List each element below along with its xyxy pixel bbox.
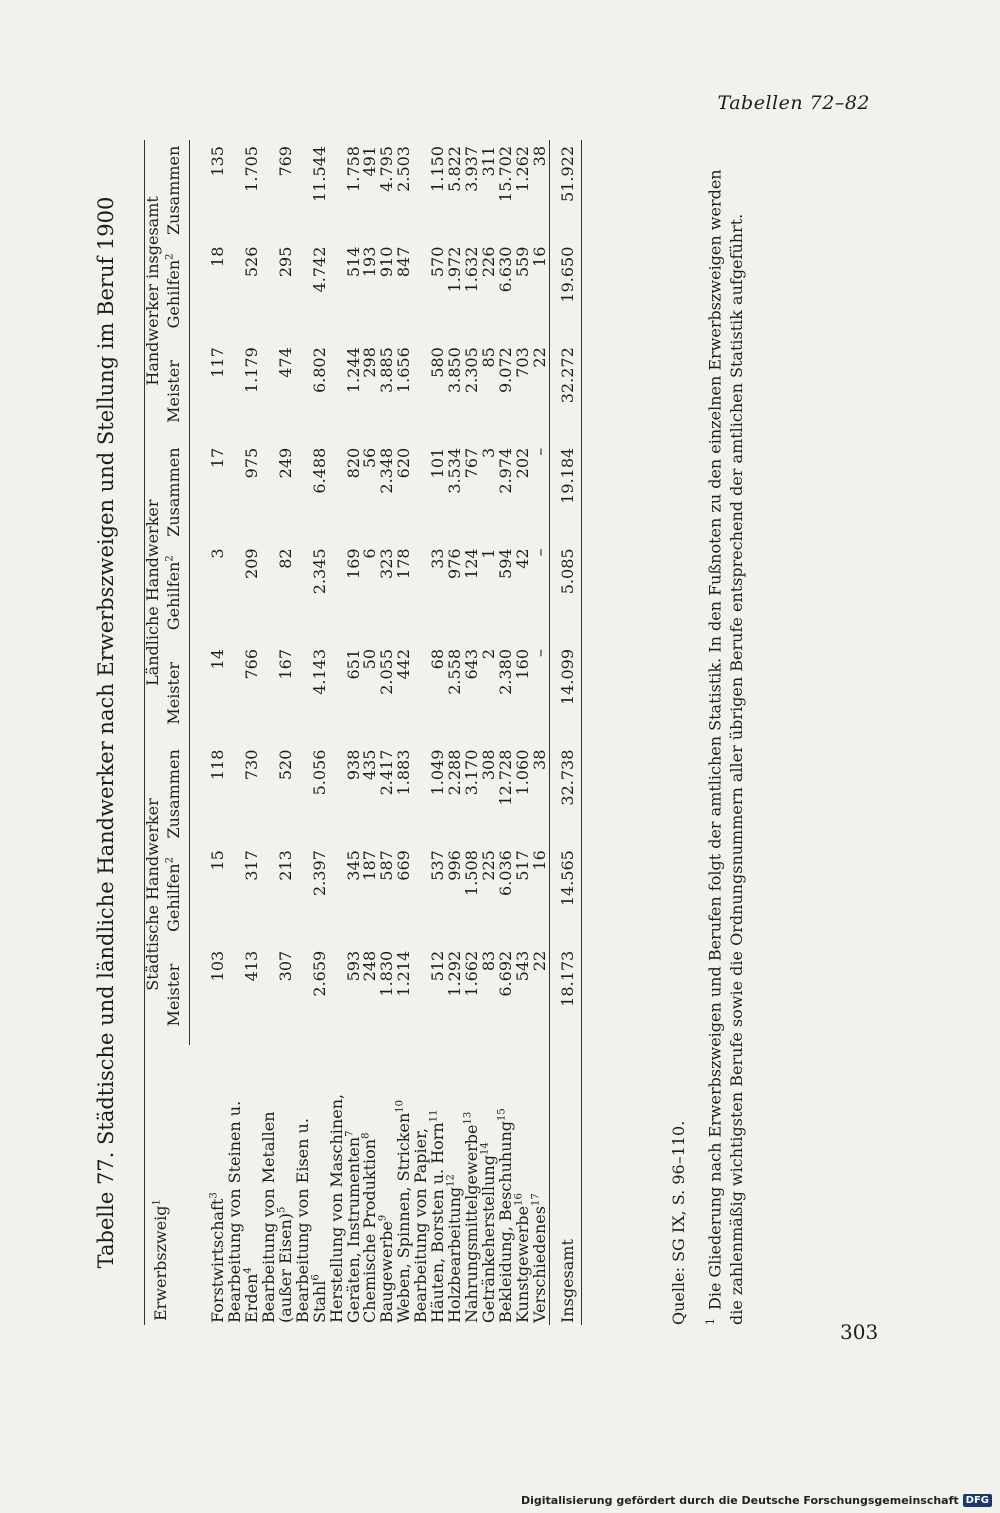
table-cell: 11.544	[309, 146, 329, 202]
table-cell: 2.659	[309, 950, 329, 997]
table-cell: 103	[207, 950, 227, 982]
corner-sup: 1	[151, 1199, 163, 1206]
table-cell: 2.558	[445, 648, 465, 695]
table-row	[362, 140, 379, 1325]
total-cell: 14.099	[549, 643, 576, 744]
row-label: Weben, Spinnen, Stricken$^{10}$	[394, 1100, 414, 1323]
table-cell: 311	[479, 146, 499, 177]
corner-header	[145, 1045, 190, 1325]
table-cell: 33	[428, 548, 448, 569]
sub-header-meister: Meister	[164, 341, 189, 442]
table-cell: 14	[207, 648, 227, 670]
table-cell: 4.795	[377, 146, 397, 192]
table-cell: 16	[530, 246, 550, 267]
table-cell: 1.883	[394, 749, 414, 796]
table-cell: 85	[479, 347, 499, 368]
table-cell: 1.292	[445, 950, 465, 997]
table-cell: 226	[479, 246, 499, 278]
table-cell: 83	[479, 950, 499, 972]
table-cell: 512	[428, 950, 448, 982]
table-cell: 213	[275, 850, 295, 881]
table-cell: 767	[462, 447, 482, 479]
row-label-prefix: Bearbeitung von Papier,	[411, 1127, 431, 1323]
table-row	[464, 140, 481, 1325]
table-cell: 2	[479, 648, 499, 660]
table-cell: 3.534	[445, 447, 465, 494]
row-label: Erden$^4$	[241, 1267, 261, 1323]
sub-header-meister: Meister	[164, 945, 189, 1046]
table-cell: 2.397	[309, 850, 329, 896]
table-cell: 4.742	[309, 246, 329, 293]
total-cell: 32.738	[549, 744, 576, 845]
page-number: 303	[840, 1320, 879, 1344]
table-cell: 620	[394, 447, 414, 479]
table-cell: 169	[343, 548, 363, 579]
row-label: Häuten, Borsten u. Horn$^{11}$	[428, 1109, 448, 1323]
row-label: Baugewerbe$^9$	[377, 1214, 397, 1323]
total-label: Insgesamt	[549, 1045, 576, 1325]
table-cell: 56	[360, 447, 380, 469]
table-cell: 22	[530, 950, 550, 972]
table-cell: 6.802	[309, 347, 329, 394]
table-row	[498, 140, 515, 1325]
table-cell: 18	[207, 246, 227, 267]
table-cell: 3.170	[462, 749, 482, 796]
table-cell: 847	[394, 246, 414, 278]
group-header-row	[145, 140, 164, 1325]
table-cell: 537	[428, 850, 448, 881]
table-cell: 167	[275, 648, 295, 680]
sub-header-zusammen: Zusammen	[164, 140, 189, 241]
table-cell: 543	[513, 950, 533, 982]
table-cell: 187	[360, 850, 380, 881]
footer-credit	[521, 1494, 992, 1507]
table-cell: 517	[513, 850, 533, 881]
table-cell: 2.974	[496, 447, 516, 494]
table-cell: 442	[394, 648, 414, 680]
table-cell: 317	[241, 850, 261, 881]
table-cell: 5.056	[309, 749, 329, 796]
table-cell: 124	[462, 548, 482, 579]
table-cell: 135	[207, 146, 227, 177]
table-cell: 593	[343, 950, 363, 982]
table-cell: 413	[241, 950, 261, 982]
table-cell: 308	[479, 749, 499, 781]
row-label: Verschiedenes$^{17}$	[530, 1193, 550, 1323]
table-cell: 1.060	[513, 749, 533, 796]
row-label: Nahrungsmittelgewerbe$^{13}$	[462, 1111, 482, 1323]
total-cell: 5.085	[549, 542, 576, 643]
table-row-prefix	[227, 140, 244, 1325]
table-cell: 570	[428, 246, 448, 278]
table-cell: 1.758	[343, 146, 363, 192]
table-cell: 1.972	[445, 246, 465, 293]
table-cell: 16	[530, 850, 550, 871]
table-cell: 1.508	[462, 850, 482, 896]
table-cell: 3.850	[445, 347, 465, 394]
row-label: Chemische Produktion$^8$	[360, 1132, 380, 1323]
row-label: Geräten, Instrumenten$^7$	[343, 1130, 363, 1323]
table-cell: 5.822	[445, 146, 465, 192]
table-cell: 209	[241, 548, 261, 579]
table-cell: 520	[275, 749, 295, 781]
footer-credit-text: Digitalisierung gefördert durch die Deutsche Forschungsgemeinschaft	[520, 1494, 959, 1507]
table-cell: 295	[275, 246, 295, 278]
table-cell: 6.036	[496, 850, 516, 896]
row-label: Bekleidung, Beschuhung$^{15}$	[496, 1108, 516, 1323]
table-cell: 938	[343, 749, 363, 781]
table-row-prefix	[261, 140, 278, 1325]
table-cell: 345	[343, 850, 363, 881]
footnote	[704, 140, 748, 1325]
table-cell: –	[530, 548, 550, 557]
total-cell: 14.565	[549, 844, 576, 945]
sub-header-gehilfen: Gehilfen$^2$	[164, 844, 189, 945]
table-cell: 1	[479, 548, 499, 559]
table-cell: 68	[428, 648, 448, 670]
table-cell: 2.305	[462, 347, 482, 394]
table-cell: 3.937	[462, 146, 482, 192]
table-cell: 117	[207, 347, 227, 378]
table-cell: 50	[360, 648, 380, 670]
table-cell: 2.345	[309, 548, 329, 595]
row-label-prefix: Bearbeitung von Metallen	[258, 1111, 278, 1323]
footnote-text: Die Gliederung nach Erwerbszweigen und Berufen folgt der amtlichen Statistik. In den Fußnoten zu den einzelnen Erwerbszweigen werden die zahlenmäßig wichtigsten Berufe sowie die Ordnungsnummern aller übrigen Berufe entsprechend der amtlichen Statistik aufgeführt.	[705, 169, 746, 1325]
table-cell: 2.055	[377, 648, 397, 695]
table-cell: 587	[377, 850, 397, 881]
table-cell: 193	[360, 246, 380, 278]
table-cell: 996	[445, 850, 465, 881]
total-cell: 18.173	[549, 945, 576, 1046]
table-row	[189, 140, 226, 1325]
table-cell: 643	[462, 648, 482, 680]
row-label-prefix: Bearbeitung von Eisen u.	[292, 1118, 312, 1323]
sub-header-zusammen: Zusammen	[164, 744, 189, 845]
sub-header-zusammen: Zusammen	[164, 442, 189, 543]
table-cell: 42	[513, 548, 533, 569]
footnote-mark: 1	[704, 1318, 717, 1325]
table-cell: 15	[207, 850, 227, 871]
table-cell: 1.662	[462, 950, 482, 997]
running-head: Tabellen 72–82	[717, 92, 870, 114]
table-cell: 6.630	[496, 246, 516, 293]
table-cell: 1.656	[394, 347, 414, 394]
table-cell: 6.488	[309, 447, 329, 494]
table-cell: 225	[479, 850, 499, 881]
table-body	[189, 140, 581, 1325]
dfg-logo: DFG	[963, 1494, 992, 1507]
sub-header-meister: Meister	[164, 643, 189, 744]
row-label: Kunstgewerbe$^{16}$	[513, 1193, 533, 1323]
table-cell: 15.702	[496, 146, 516, 202]
table-cell: 594	[496, 548, 516, 579]
table-cell: 38	[530, 749, 550, 770]
table-title: Tabelle 77. Städtische und ländliche Handwerker nach Erwerbszweigen und Stellung im Beruf 1900	[94, 196, 118, 1269]
table-row	[532, 140, 549, 1325]
sub-header-gehilfen: Gehilfen$^2$	[164, 542, 189, 643]
sub-header-gehilfen: Gehilfen$^2$	[164, 241, 189, 342]
table-cell: 4.143	[309, 648, 329, 695]
table-cell: 1.830	[377, 950, 397, 997]
table-cell: 82	[275, 548, 295, 569]
table-cell: 1.179	[241, 347, 261, 394]
group-header-insgesamt: Handwerker insgesamt	[143, 196, 162, 386]
table-cell: 703	[513, 347, 533, 378]
table-cell: 2.417	[377, 749, 397, 796]
table-cell: 2.348	[377, 447, 397, 494]
table-cell: 3.885	[377, 347, 397, 394]
table-cell: 559	[513, 246, 533, 278]
table-cell: 1.049	[428, 749, 448, 796]
table-row	[430, 140, 447, 1325]
table-cell: 22	[530, 347, 550, 368]
table-cell: 3	[479, 447, 499, 458]
table-cell: 1.150	[428, 146, 448, 192]
table-cell: 3	[207, 548, 227, 559]
total-cell: 19.184	[549, 442, 576, 543]
table-cell: 435	[360, 749, 380, 781]
table-row	[515, 140, 532, 1325]
table-cell: 248	[360, 950, 380, 982]
row-label: Forstwirtschaft$^3$	[207, 1192, 227, 1323]
table-cell: 118	[207, 749, 227, 781]
source-line: Quelle: SG IX, S. 96–110.	[669, 1120, 688, 1325]
table-row-prefix	[295, 140, 312, 1325]
table-cell: 1.632	[462, 246, 482, 293]
table-cell: 160	[513, 648, 533, 680]
row-label: Getränkeherstellung$^{14}$	[479, 1142, 499, 1323]
rotated-table-block	[84, 140, 854, 1325]
table-cell: 178	[394, 548, 414, 579]
table-cell: 6.692	[496, 950, 516, 997]
row-label: Stahl$^6$	[309, 1274, 329, 1323]
table-cell: 474	[275, 347, 295, 378]
table-cell: 298	[360, 347, 380, 378]
table-cell: 1.244	[343, 347, 363, 394]
table-cell: 669	[394, 850, 414, 881]
table-cell: 9.072	[496, 347, 516, 394]
table-cell: 769	[275, 146, 295, 177]
table-cell: 730	[241, 749, 261, 781]
row-label: Holzbearbeitung$^{12}$	[445, 1174, 465, 1323]
table-cell: 491	[360, 146, 380, 177]
total-cell: 51.922	[549, 140, 576, 241]
table-cell: 526	[241, 246, 261, 278]
table-cell: 101	[428, 447, 448, 479]
total-row	[549, 140, 576, 1325]
table-cell: 976	[445, 548, 465, 579]
table-cell: 514	[343, 246, 363, 278]
group-header-staedtisch: Städtische Handwerker	[143, 798, 162, 991]
group-header-laendlich: Ländliche Handwerker	[143, 499, 162, 686]
table-cell: 12.728	[496, 749, 516, 806]
table-cell: 1.262	[513, 146, 533, 192]
total-cell: 32.272	[549, 341, 576, 442]
table-cell: 910	[377, 246, 397, 278]
total-cell: 19.650	[549, 241, 576, 342]
data-table	[144, 140, 582, 1325]
table-cell: –	[530, 447, 550, 456]
table-cell: 6	[360, 548, 380, 559]
table-cell: 975	[241, 447, 261, 479]
table-cell: –	[530, 648, 550, 657]
row-label-prefix: Bearbeitung von Steinen u.	[224, 1100, 244, 1323]
table-cell: 766	[241, 648, 261, 680]
table-cell: 651	[343, 648, 363, 680]
corner-label: Erwerbszweig	[151, 1205, 170, 1321]
table-cell: 2.503	[394, 146, 414, 192]
table-cell: 1.705	[241, 146, 261, 192]
table-cell: 1.214	[394, 950, 414, 997]
table-cell: 249	[275, 447, 295, 479]
row-label-prefix: Herstellung von Maschinen,	[326, 1093, 346, 1323]
table-cell: 307	[275, 950, 295, 982]
table-cell: 2.288	[445, 749, 465, 796]
table-cell: 820	[343, 447, 363, 479]
row-label: (außer Eisen)$^5$	[275, 1206, 295, 1323]
table-cell: 17	[207, 447, 227, 469]
table-cell: 580	[428, 347, 448, 378]
table-cell: 2.380	[496, 648, 516, 695]
table-cell: 38	[530, 146, 550, 167]
table-cell: 202	[513, 447, 533, 479]
table-cell: 323	[377, 548, 397, 579]
